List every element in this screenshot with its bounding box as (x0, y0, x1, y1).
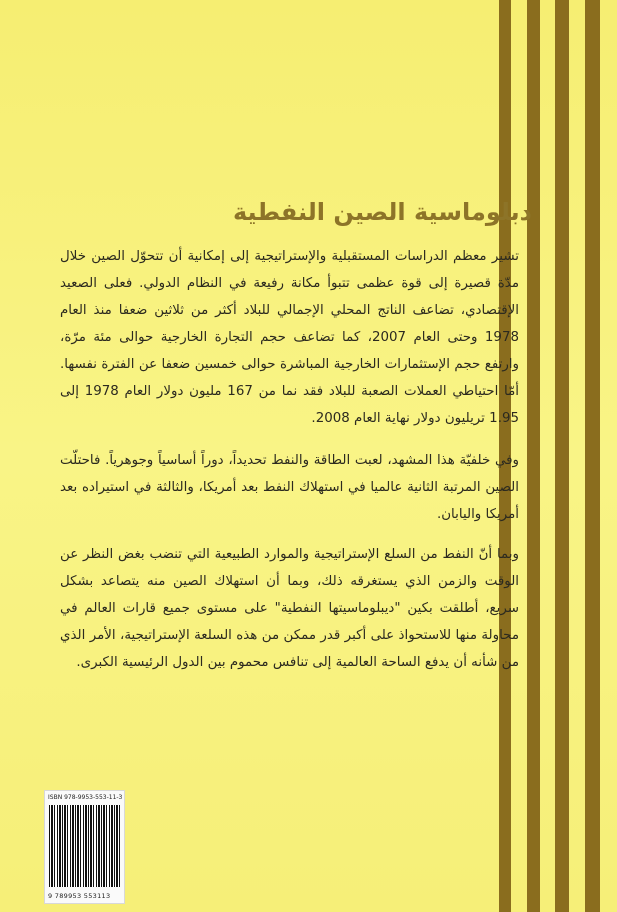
isbn-label: ISBN 978-9953-553-11-3 (48, 794, 123, 801)
decorative-stripe (555, 0, 569, 912)
book-title: دبلوماسية الصين النفطية (232, 198, 532, 226)
barcode-bars (49, 805, 120, 887)
blurb-paragraph-2: وفي خلفيّة هذا المشهد، لعبت الطاقة والنفط تحديداً، دوراً أساسياً وجوهرياً. فاحتلّت الصين المرتبة الثانية عالميا في استهلاك النفط بعد أمريكا، والثالثة في استيراده بعد أمريكا واليابان. (60, 453, 519, 522)
blurb-paragraph-1: تشير معظم الدراسات المستقبلية والإستراتيجية إلى إمكانية أن تتحوّل الصين خلال مدّة قصيرة إلى قوة عظمى تتبوأ مكانة رفيعة في النظام الدولي. فعلى الصعيد الإقتصادي، تضاعف الناتج المحلي الإجمالي للبلاد أكثر من ثلاثين ضعفا منذ العام 1978 وحتى العام 2007، كما تضاعف حجم التجارة الخارجية حوالى مئة مرّة، وارتفع حجم الإستثمارات الخارجية المباشرة حوالى خمسين ضعفا عن الفترة نفسها. أمّا احتياطي العملات الصعبة للبلاد فقد نما من 167 مليون دولار العام 1978 إلى 1.95 تريليون دولار نهاية العام 2008. (60, 249, 520, 426)
barcode-digits: 9 789953 553113 (48, 892, 111, 900)
blurb-paragraph-3: وبما أنّ النفط من السلع الإستراتيجية والموارد الطبيعية التي تنضب بغض النظر عن الوقت والزمن الذي يستغرقه ذلك، وبما أن استهلاك الصين منه يتصاعد بشكل سريع، أطلقت بكين "ديبلوماسيتها النفطية" على مستوى جميع قارات العالم في محاولة منها للاستحواذ على أكبر قدر ممكن من هذه السلعة الإستراتيجية، الأمر الذي من شأنه أن يدفع الساحة العالمية إلى تنافس محموم بين الدول الرئيسية الكبرى. (60, 547, 519, 670)
decorative-stripe (585, 0, 600, 912)
decorative-stripe (527, 0, 540, 912)
isbn-barcode (44, 790, 125, 904)
